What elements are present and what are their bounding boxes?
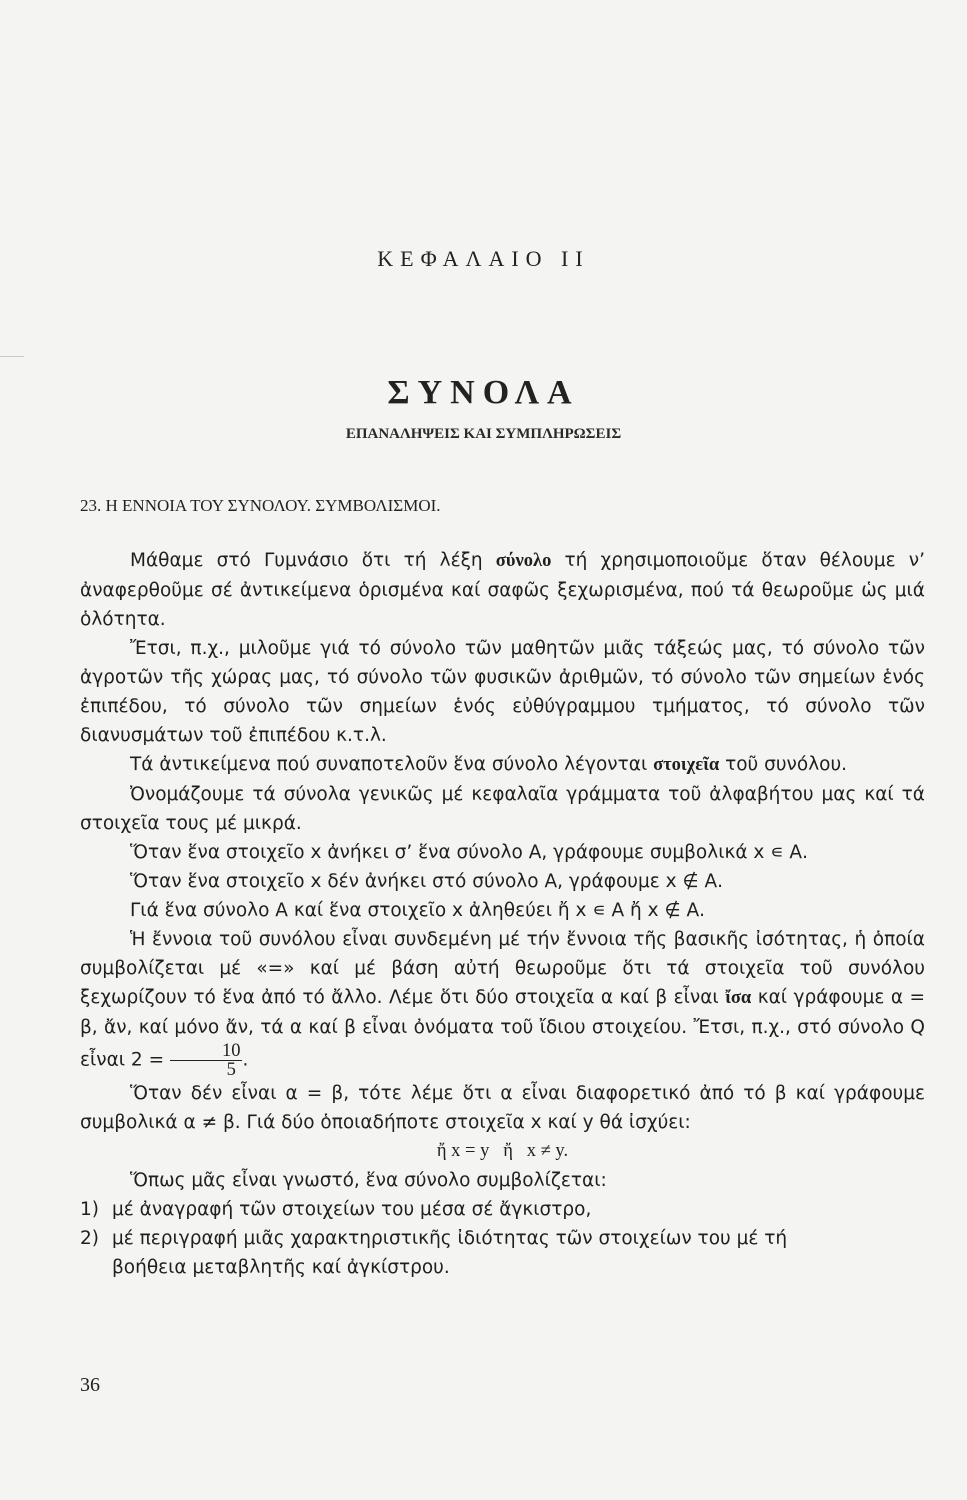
list-number: 1): [80, 1199, 99, 1220]
paragraph-9: Ὅταν δέν εἶναι α = β, τότε λέμε ὅτι α εἶναι διαφορετικό ἀπό τό β καί γράφουμε συμβολικά α ≠ β. Γιά δύο ὁποιαδήποτε στοιχεῖα x καί y θά ἰσχύει:: [80, 1083, 925, 1133]
chapter-title: ΣΥΝΟΛΑ: [387, 374, 580, 411]
text-span: Μάθαμε στό Γυμνάσιο ὅτι τή λέξη: [130, 550, 496, 571]
chapter-label: ΚΕΦΑΛΑΙΟ ΙΙ: [377, 246, 590, 271]
bold-term: στοιχεῖα: [653, 755, 720, 775]
margin-mark: [0, 356, 24, 357]
text-span: .: [242, 1049, 249, 1071]
list-text: μέ ἀναγραφή τῶν στοιχείων του μέσα σέ ἄγκιστρο,: [112, 1199, 592, 1220]
list-text-continued: βοήθεια μεταβλητῆς καί ἀγκίστρου.: [112, 1257, 450, 1278]
text-span: Ἡ ἔννοια τοῦ συνόλου εἶναι συνδεμένη μέ τήν ἔννοια τῆς βασικῆς ἰσότητας, ἡ ὁποία συμβολίζεται μέ «=» καί μέ βάση αὐτή θεωροῦμε ὅτι τά στοιχεῖα τοῦ συνόλου ξεχωρίζουν τό ἕνα ἀπό τό ἄλλο. Λέμε ὅτι δύο στοιχεῖα α καί β εἶναι: [80, 929, 925, 1008]
paragraph-10: Ὅπως μᾶς εἶναι γνωστό, ἕνα σύνολο συμβολίζεται:: [130, 1170, 607, 1191]
paragraph-5: Ὅταν ἕνα στοιχεῖο x ἀνήκει σ’ ἕνα σύνολο Α, γράφουμε συμβολικά x ∊ Α.: [130, 842, 808, 863]
formula-line: ἤ x = y ἤ x ≠ y.: [436, 1141, 569, 1161]
paragraph-7: Γιά ἕνα σύνολο Α καί ἕνα στοιχεῖο x ἀληθεύει ἤ x ∊ Α ἤ x ∉ Α.: [130, 900, 706, 921]
paragraph-8: [80, 925, 925, 1079]
text-span: καί γράφουμε α = β, ἄν, καί μόνο ἄν, τά α καί β εἶναι ὀνόματα τοῦ ἴδιου στοιχείου. Ἔτσι, π.χ., στό σύνολο Q εἶναι 2 =: [80, 987, 925, 1071]
list-number: 2): [80, 1228, 99, 1249]
bold-term: ἴσα: [725, 988, 752, 1008]
page-number: 36: [80, 1374, 100, 1396]
paragraph-6: Ὅταν ἕνα στοιχεῖο x δέν ἀνήκει στό σύνολο Α, γράφουμε x ∉ Α.: [130, 871, 723, 892]
paragraph-4: Ὀνομάζουμε τά σύνολα γενικῶς μέ κεφαλαῖα γράμματα τοῦ ἀλφαβήτου μας καί τά στοιχεῖα τους μέ μικρά.: [80, 784, 925, 834]
paragraph-3: [80, 750, 925, 780]
bold-term: σύνολο: [495, 551, 552, 571]
fraction-numerator: 10: [170, 1042, 243, 1061]
text-span: Τά ἀντικείμενα πού συναποτελοῦν ἕνα σύνολο λέγονται: [130, 754, 654, 775]
list-item: [80, 1195, 925, 1224]
text-span: τή χρησιμοποιοῦμε ὅταν θέλουμε ν’ ἀναφερθοῦμε σέ ἀντικείμενα ὁρισμένα καί σαφῶς ξεχωρισμένα, πού τά θεωροῦμε ὡς μιά ὁλότητα.: [80, 550, 926, 630]
list-item: [80, 1224, 925, 1253]
paragraph-2: Ἔτσι, π.χ., μιλοῦμε γιά τό σύνολο τῶν μαθητῶν μιᾶς τάξεώς μας, τό σύνολο τῶν ἀγροτῶν τῆς χώρας μας, τό σύνολο τῶν φυσικῶν ἀριθμῶν, τό σύνολο τῶν σημείων ἑνός ἐπιπέδου, τό σύνολο τῶν σημείων ἑνός εὐθύγραμμου τμήματος, τό σύνολο τῶν διανυσμάτων τοῦ ἐπιπέδου κ.τ.λ.: [80, 638, 925, 746]
fraction-denominator: 5: [226, 1060, 236, 1080]
list-text: μέ περιγραφή μιᾶς χαρακτηριστικῆς ἰδιότητας τῶν στοιχείων του μέ τή: [112, 1228, 788, 1249]
section-heading: 23. Η ΕΝΝΟΙΑ ΤΟΥ ΣΥΝΟΛΟΥ. ΣΥΜΒΟΛΙΣΜΟΙ.: [80, 496, 441, 515]
paragraph-1: [80, 546, 925, 634]
fraction: [170, 1042, 243, 1079]
text-span: τοῦ συνόλου.: [719, 754, 848, 775]
chapter-subtitle: ΕΠΑΝΑΛΗΨΕΙΣ ΚΑΙ ΣΥΜΠΛΗΡΩΣΕΙΣ: [345, 426, 622, 442]
body-text: [80, 546, 925, 1282]
